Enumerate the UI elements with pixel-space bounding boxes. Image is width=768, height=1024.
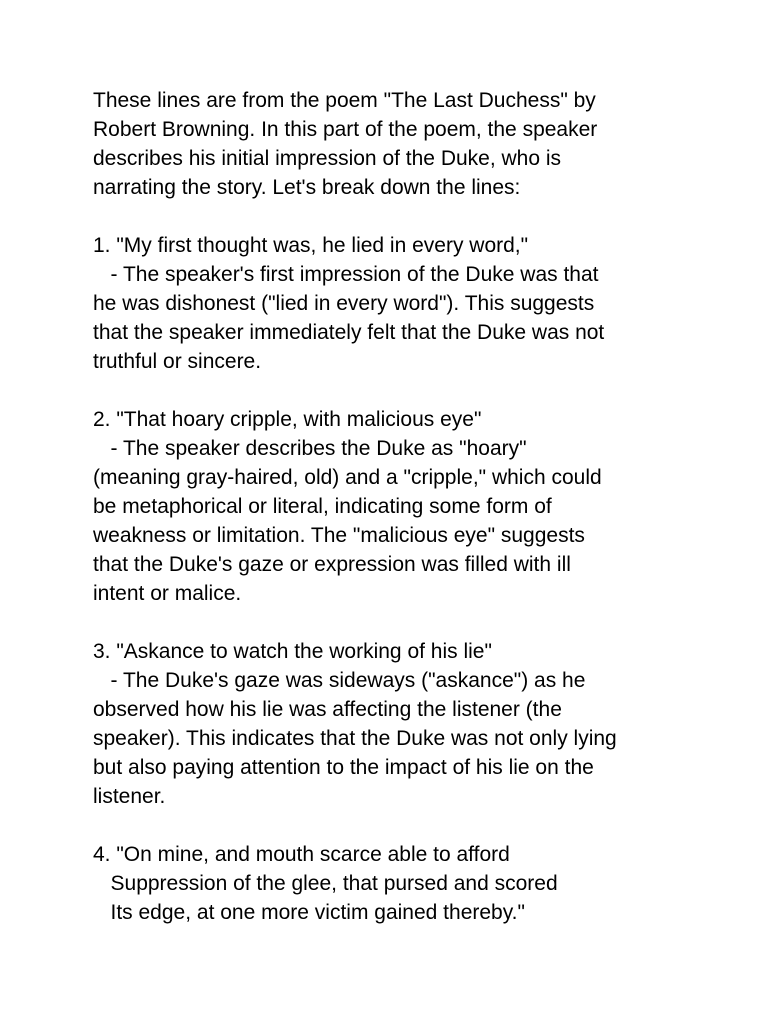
item-line: Its edge, at one more victim gained thereby." xyxy=(93,901,525,924)
intro-line: narrating the story. Let's break down the lines: xyxy=(93,176,521,199)
intro-line: These lines are from the poem "The Last Duchess" by xyxy=(93,89,596,112)
item-line: truthful or sincere. xyxy=(93,350,262,373)
intro-line: Robert Browning. In this part of the poem, the speaker xyxy=(93,118,598,141)
item-line: 4. "On mine, and mouth scarce able to afford xyxy=(93,843,510,866)
item-line: he was dishonest ("lied in every word"). This suggests xyxy=(93,292,595,315)
paragraph-gap xyxy=(93,811,693,840)
item-line: observed how his lie was affecting the listener (the xyxy=(93,698,562,721)
paragraph-gap xyxy=(93,608,693,637)
item-line: Suppression of the glee, that pursed and scored xyxy=(93,872,558,895)
item-line: 3. "Askance to watch the working of his lie" xyxy=(93,640,492,663)
item-line: that the speaker immediately felt that the Duke was not xyxy=(93,321,605,344)
intro-paragraph xyxy=(93,86,693,202)
document-page xyxy=(93,86,693,927)
item-line: (meaning gray-haired, old) and a "cripple," which could xyxy=(93,466,602,489)
item-line: - The speaker's first impression of the Duke was that xyxy=(93,263,599,286)
item-1 xyxy=(93,231,693,376)
item-line: 1. "My first thought was, he lied in every word," xyxy=(93,234,529,257)
item-line: but also paying attention to the impact of his lie on the xyxy=(93,756,594,779)
item-line: 2. "That hoary cripple, with malicious eye" xyxy=(93,408,482,431)
item-line: that the Duke's gaze or expression was filled with ill xyxy=(93,553,571,576)
item-3 xyxy=(93,637,693,811)
item-line: speaker). This indicates that the Duke was not only lying xyxy=(93,727,617,750)
item-line: listener. xyxy=(93,785,166,808)
item-2 xyxy=(93,405,693,608)
item-line: - The Duke's gaze was sideways ("askance") as he xyxy=(93,669,586,692)
item-line: be metaphorical or literal, indicating some form of xyxy=(93,495,552,518)
item-4 xyxy=(93,840,693,927)
item-line: intent or malice. xyxy=(93,582,242,605)
paragraph-gap xyxy=(93,202,693,231)
paragraph-gap xyxy=(93,376,693,405)
intro-line: describes his initial impression of the Duke, who is xyxy=(93,147,562,170)
item-line: weakness or limitation. The "malicious eye" suggests xyxy=(93,524,585,547)
item-line: - The speaker describes the Duke as "hoary" xyxy=(93,437,527,460)
